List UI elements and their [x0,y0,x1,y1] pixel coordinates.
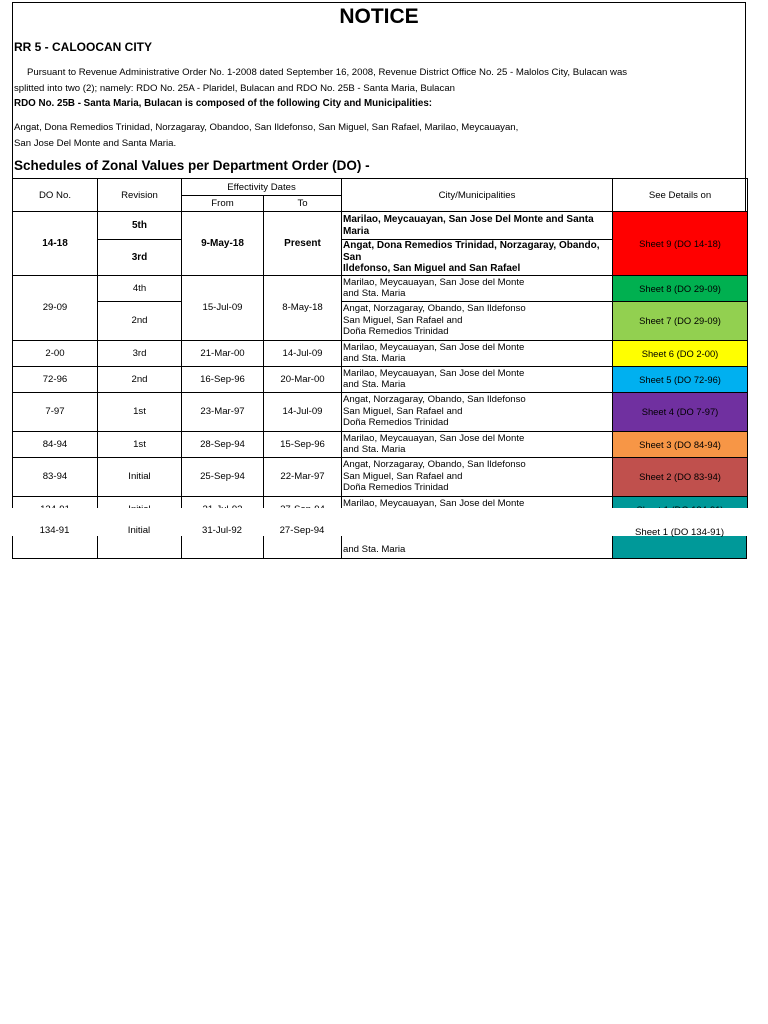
rao-paragraph [14,65,627,96]
region-heading: RR 5 - CALOOCAN CITY [14,40,152,54]
cell-city [342,340,613,366]
cell-city [342,212,613,240]
city-line: San Miguel, San Rafael and [343,470,463,482]
table-row [13,457,748,496]
row-fragment-city: and Sta. Maria [341,536,612,559]
header-to: To [264,196,342,212]
table-row [13,340,748,366]
cell-see-details: Sheet 7 (DO 29-09) [613,301,748,340]
cell-do-no: 2-00 [13,340,98,366]
schedule-heading: Schedules of Zonal Values per Department Order (DO) - [14,158,370,173]
table-header-row [13,179,748,196]
row-fragment-from: 31-Jul-92 [181,536,263,559]
city-line: Ildefonso, San Miguel and San Rafael [343,263,521,274]
cell-do-no: 14-18 [13,212,98,276]
city-line: San Miguel, San Rafael and [343,314,463,326]
cell-city [342,301,613,340]
header-see-details: See Details on [613,179,748,212]
cell-from: 21-Mar-00 [182,340,264,366]
cell-revision: 3rd [98,240,182,276]
municipalities-line-1: Angat, Dona Remedios Trinidad, Norzagaray, Obandoo, San Ildefonso, San Miguel, San Rafael, Marilao, Meycauayan, [14,122,519,133]
cell-to: 14-Jul-09 [264,340,342,366]
cell-from: 25-Sep-94 [182,457,264,496]
row-fragment-revision: Initial [97,536,181,559]
cell-do-no: 83-94 [13,457,98,496]
zonal-values-table [12,178,748,523]
cell-see-details: Sheet 9 (DO 14-18) [613,212,748,276]
city-line: Angat, Norzagaray, Obando, San Ildefonso [343,394,526,406]
cell-revision: 5th [98,212,182,240]
cell-see-details: Sheet 4 (DO 7-97) [613,392,748,431]
municipalities-list [14,120,518,151]
city-line: Angat, Dona Remedios Trinidad, Norzagaray, Obando, San [343,240,600,263]
notice-title: NOTICE [339,5,419,28]
cell-to: 14-Jul-09 [264,392,342,431]
cell-revision: 3rd [98,340,182,366]
city-line: Marilao, Meycauayan, San Jose del Monte [343,432,525,444]
divider [181,536,182,559]
cell-city [342,457,613,496]
cell-see-details: Sheet 6 (DO 2-00) [613,340,748,366]
divider [612,536,613,559]
header-do-no: DO No. [13,179,98,212]
cell-revision: 2nd [98,301,182,340]
city-line: Angat, Norzagaray, Obando, San Ildefonso [343,459,526,471]
city-line: San Miguel, San Rafael and [343,405,463,417]
cell-do-no: 7-97 [13,392,98,431]
table-row [13,431,748,457]
divider [341,536,342,559]
cell-city [342,240,613,276]
table-row [13,212,748,240]
city-line: Marilao, Meycauayan, San Jose del Monte [343,341,525,353]
cell-city [342,366,613,392]
cell-revision: Initial [98,457,182,496]
divider [97,536,98,559]
cell-revision: 4th [98,275,182,301]
table-row [13,392,748,431]
cell-do-no: 84-94 [13,431,98,457]
city-line: Doña Remedios Trinidad [343,417,449,429]
city-line: Marilao, Meycauayan, San Jose Del Monte and Santa [343,214,594,225]
divider [263,536,264,559]
cell-see-details: Sheet 8 (DO 29-09) [613,275,748,301]
city-line: and Sta. Maria [343,444,406,455]
table-row [13,275,748,301]
cell-city [342,275,613,301]
city-line: Doña Remedios Trinidad [343,482,449,494]
rao-paragraph-line-2: splitted into two (2); namely: RDO No. 25A - Plaridel, Bulacan and RDO No. 25B - Santa Maria, Bulacan [14,82,455,94]
cell-from: 28-Sep-94 [182,431,264,457]
divider [12,536,13,559]
header-revision: Revision [98,179,182,212]
cell-from: 15-Jul-09 [182,275,264,340]
cell-revision: 1st [98,392,182,431]
divider [746,536,747,559]
cell-to: 8-May-18 [264,275,342,340]
cell-city [342,431,613,457]
cell-from: 16-Sep-96 [182,366,264,392]
cell-do-no: 72-96 [13,366,98,392]
rdo-composition-heading: RDO No. 25B - Santa Maria, Bulacan is composed of the following City and Municipalities: [14,98,433,109]
cell-to: 20-Mar-00 [264,366,342,392]
city-line: and Sta. Maria [343,379,406,390]
cell-see-details: Sheet 3 (DO 84-94) [613,431,748,457]
header-city: City/Municipalities [342,179,613,212]
municipalities-line-2: San Jose Del Monte and Santa Maria. [14,137,177,149]
city-line: and Sta. Maria [343,353,406,364]
row-fragment-to: 27-Sep-94 [263,536,341,559]
table-row [13,366,748,392]
cell-city [342,392,613,431]
cell-from: 23-Mar-97 [182,392,264,431]
city-line: Marilao, Meycauayan, San Jose del Monte [343,497,525,509]
city-line: Angat, Norzagaray, Obando, San Ildefonso [343,303,526,315]
cell-see-details: Sheet 2 (DO 83-94) [613,457,748,496]
row-fragment-do-no: 134-91 [12,536,97,559]
cell-from: 9-May-18 [182,212,264,276]
header-from: From [182,196,264,212]
city-line: and Sta. Maria [343,288,406,299]
cell-to: Present [264,212,342,276]
cell-to: 22-Mar-97 [264,457,342,496]
cell-see-details: Sheet 5 (DO 72-96) [613,366,748,392]
cell-to: 15-Sep-96 [264,431,342,457]
table-row [13,301,748,340]
cell-revision: 1st [98,431,182,457]
city-line: Marilao, Meycauayan, San Jose del Monte [343,367,525,379]
city-line: Marilao, Meycauayan, San Jose del Monte [343,276,525,288]
city-line: Maria [343,225,370,237]
header-effectivity: Effectivity Dates [182,179,342,196]
cell-do-no: 29-09 [13,275,98,340]
city-line: Doña Remedios Trinidad [343,326,449,338]
cell-revision: 2nd [98,366,182,392]
rao-paragraph-line-1: Pursuant to Revenue Administrative Order No. 1-2008 dated September 16, 2008, Revenue District Office No. 25 - Malolos City, Bulacan was [27,67,628,78]
row-fragment-see: Sheet 1 (DO 134-91) [612,536,747,559]
